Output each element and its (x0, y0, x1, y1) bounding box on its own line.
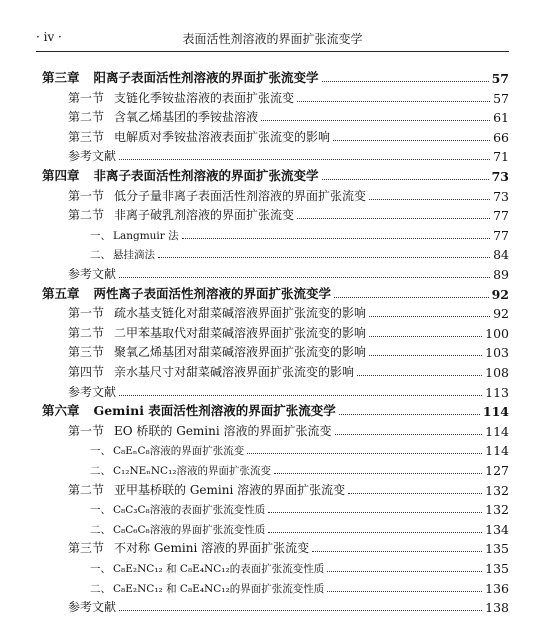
toc-sub[interactable] (90, 244, 509, 262)
toc-label (68, 187, 366, 204)
toc-page-number: 134 (485, 521, 509, 537)
toc-page-number: 136 (485, 580, 509, 596)
toc-page-number: 77 (493, 227, 509, 243)
toc-page-number: 114 (485, 423, 509, 439)
toc-chapter[interactable] (42, 68, 509, 86)
dot-leader (119, 610, 482, 611)
toc-entry-title: 亚甲基桥联的 Gemini 溶液的界面扩张流变 (114, 482, 346, 497)
toc-entry-number: 第二节 (68, 110, 105, 125)
toc-label (90, 247, 155, 262)
toc-section[interactable] (68, 107, 509, 125)
toc-label (68, 598, 116, 615)
toc-entry-title: 阳离子表面活性剂溶液的界面扩张流变学 (93, 70, 319, 85)
page-header (36, 30, 509, 52)
toc-entry-title: Langmuir 法 (113, 229, 179, 242)
toc-page-number: 132 (485, 502, 509, 518)
toc-label (68, 363, 354, 380)
toc-entry-title: 参考文献 (68, 384, 117, 399)
toc-entry-number: 第二节 (68, 208, 105, 223)
toc-page-number: 135 (485, 541, 509, 557)
toc-entry-title: 参考文献 (68, 267, 117, 281)
dot-leader (369, 336, 482, 337)
toc-sub[interactable] (90, 519, 509, 537)
toc-label (90, 443, 244, 458)
toc-entry-title: C₁₂NEₙNC₁₂溶液的界面扩张流变 (113, 465, 271, 477)
dot-leader (119, 277, 490, 278)
dot-leader (369, 316, 490, 317)
dot-leader (335, 434, 483, 435)
toc-section[interactable] (68, 186, 509, 204)
toc-entry-title: 疏水基支链化对甜菜碱溶液界面扩张流变的影响 (114, 306, 367, 321)
toc-ref[interactable] (68, 382, 509, 400)
dot-leader (339, 414, 480, 415)
toc-section[interactable] (68, 480, 509, 498)
toc-entry-title: 亲水基尺寸对甜菜碱溶液界面扩张流变的影响 (114, 365, 355, 379)
toc-label (68, 108, 258, 125)
toc-entry-title: C₈EₙC₈溶液的界面扩张流变 (113, 445, 245, 458)
dot-leader (312, 551, 482, 552)
toc-section[interactable] (68, 88, 509, 106)
toc-sub[interactable] (90, 440, 509, 458)
dot-leader (274, 473, 482, 474)
toc-page-number: 57 (493, 90, 509, 106)
toc-label (68, 147, 116, 164)
toc-label (68, 343, 366, 360)
toc-entry-number: 第四章 (42, 168, 80, 183)
toc-section[interactable] (68, 362, 509, 380)
dot-leader (268, 532, 482, 533)
toc-page-number: 138 (485, 600, 509, 616)
toc-section[interactable] (68, 303, 509, 321)
toc-page-number: 73 (491, 169, 509, 184)
toc-entry-title: 电解质对季铵盐溶液表面扩张流变的影响 (114, 129, 331, 144)
toc-page-number: 73 (493, 188, 509, 204)
toc-chapter[interactable] (42, 166, 509, 184)
page-number: · iv · (36, 30, 62, 44)
toc-ref[interactable] (68, 146, 509, 164)
toc-page-number: 135 (485, 561, 509, 576)
toc-page-number: 77 (493, 208, 509, 224)
toc-sub[interactable] (90, 578, 509, 596)
toc-sub[interactable] (90, 558, 509, 576)
toc-entry-number: 一、 (90, 445, 111, 458)
toc-page-number: 114 (485, 443, 509, 459)
toc-entry-number: 第三章 (42, 70, 80, 85)
dot-leader (369, 355, 482, 356)
toc-sub[interactable] (90, 460, 509, 478)
toc-entry-number: 第一节 (68, 306, 105, 321)
toc-entry-title: C₈C₆C₈溶液的界面扩张流变性质 (113, 523, 266, 536)
toc-page-number: 113 (485, 384, 509, 400)
toc-entry-title: 不对称 Gemini 溶液的界面扩张流变 (114, 541, 310, 556)
toc-chapter[interactable] (42, 284, 509, 302)
toc-section[interactable] (68, 205, 509, 223)
toc-entry-number: 第一节 (68, 188, 105, 203)
header-rule (36, 51, 509, 52)
toc-label (90, 463, 271, 478)
toc-label (68, 422, 332, 439)
toc-label (90, 522, 265, 537)
toc-page-number: 108 (485, 365, 509, 380)
dot-leader (327, 571, 482, 572)
toc-entry-number: 第四节 (68, 365, 105, 379)
toc-page-number: 57 (491, 71, 509, 86)
toc-entry-title: C₈C₃C₈溶液的表面扩张流变性质 (113, 504, 266, 517)
toc-page-number: 89 (493, 267, 509, 282)
toc-section[interactable] (68, 127, 509, 145)
toc-entry-title: 非离子表面活性剂溶液的界面扩张流变学 (93, 168, 319, 183)
toc-entry-title: 二甲苯基取代对甜菜碱溶液界面扩张流变的影响 (114, 325, 367, 340)
toc-page-number: 103 (485, 345, 509, 361)
toc-page-number: 132 (485, 482, 509, 498)
dot-leader (261, 120, 490, 121)
toc-label (68, 206, 294, 223)
toc-label (68, 128, 330, 145)
dot-leader (327, 591, 482, 592)
toc-label (42, 166, 319, 184)
dot-leader (322, 179, 489, 180)
toc-page-number: 84 (493, 247, 509, 263)
toc-entry-number: 第三节 (68, 129, 105, 144)
toc-entry-title: 聚氧乙烯基团对甜菜碱溶液界面扩张流变的影响 (114, 345, 367, 360)
toc-ref[interactable] (68, 597, 509, 615)
toc-entry-title: 低分子量非离子表面活性剂溶液的界面扩张流变 (114, 188, 367, 203)
toc-entry-number: 一、 (90, 563, 111, 575)
toc-entry-title: 两性离子表面活性剂溶液的界面扩张流变学 (93, 285, 332, 301)
toc-entry-title: Gemini 表面活性剂溶液的界面扩张流变学 (93, 403, 336, 419)
toc-label (68, 89, 294, 106)
toc-entry-title: C₈E₂NC₁₂ 和 C₈E₄NC₁₂的表面扩张流变性质 (113, 563, 325, 575)
toc-entry-title: 悬挂滴法 (113, 249, 155, 262)
dot-leader (119, 159, 490, 160)
toc-entry-number: 第六章 (42, 403, 80, 419)
toc-entry-title: 非离子破乳剂溶液的界面扩张流变 (114, 208, 295, 223)
toc-entry-number: 第一节 (68, 423, 105, 438)
toc-section[interactable] (68, 421, 509, 439)
toc-chapter[interactable] (42, 401, 509, 419)
toc-label (90, 561, 324, 576)
toc-entry-number: 第三节 (68, 541, 105, 556)
toc-page-number: 100 (485, 325, 509, 341)
toc-sub[interactable] (90, 225, 509, 243)
toc-entry-title: 含氧乙烯基团的季铵盐溶液 (114, 110, 259, 125)
toc-label (68, 539, 309, 556)
toc-entry-title: 参考文献 (68, 600, 117, 615)
toc-entry-title: EO 桥联的 Gemini 溶液的界面扩张流变 (114, 423, 332, 438)
toc-page-number: 66 (493, 129, 509, 145)
dot-leader (357, 375, 482, 376)
dot-leader (297, 101, 490, 102)
toc-entry-number: 第一节 (68, 90, 105, 105)
toc-label (68, 383, 116, 400)
toc-entry-number: 第五章 (42, 285, 80, 301)
toc-section[interactable] (68, 538, 509, 556)
dot-leader (348, 493, 482, 494)
toc-entry-title: C₈E₂NC₁₂ 和 C₈E₄NC₁₂的界面扩张流变性质 (113, 582, 325, 595)
dot-leader (119, 395, 482, 396)
dot-leader (334, 297, 489, 298)
dot-leader (322, 81, 489, 82)
toc-label (68, 324, 366, 341)
toc-entry-number: 二、 (90, 582, 111, 595)
toc-sub[interactable] (90, 499, 509, 517)
toc-entry-number: 二、 (90, 465, 111, 477)
toc-entry-number: 一、 (90, 229, 111, 242)
dot-leader (268, 512, 482, 513)
toc-section[interactable] (68, 323, 509, 341)
toc-page-number: 127 (485, 463, 509, 478)
toc-page-number: 92 (493, 306, 509, 322)
dot-leader (182, 238, 490, 239)
dot-leader (297, 218, 490, 219)
dot-leader (247, 453, 482, 454)
toc-entry-number: 二、 (90, 523, 111, 536)
toc-entry-title: 支链化季铵盐溶液的表面扩张流变 (114, 90, 295, 105)
toc-entry-number: 一、 (90, 504, 111, 517)
toc-section[interactable] (68, 342, 509, 360)
toc-page-number: 114 (482, 404, 509, 420)
toc-entry-number: 二、 (90, 249, 111, 262)
toc-label (68, 265, 116, 282)
toc-label (42, 401, 336, 419)
toc-label (42, 68, 319, 86)
toc-page-number: 92 (491, 286, 509, 302)
toc-entry-title: 参考文献 (68, 149, 117, 164)
dot-leader (158, 257, 490, 258)
toc-label (68, 304, 366, 321)
toc-label (90, 502, 265, 517)
toc-label (68, 481, 345, 498)
toc-page-number: 71 (493, 149, 509, 165)
toc-entry-number: 第三节 (68, 345, 105, 360)
toc-ref[interactable] (68, 264, 509, 282)
toc-entry-number: 第二节 (68, 325, 105, 340)
dot-leader (369, 199, 490, 200)
running-title: 表面活性剂溶液的界面扩张流变学 (182, 32, 363, 46)
dot-leader (333, 140, 490, 141)
toc-label (90, 581, 324, 596)
toc-page-number: 61 (493, 110, 509, 126)
toc-label (90, 228, 179, 243)
toc-label (42, 284, 331, 302)
toc-entry-number: 第二节 (68, 482, 105, 497)
